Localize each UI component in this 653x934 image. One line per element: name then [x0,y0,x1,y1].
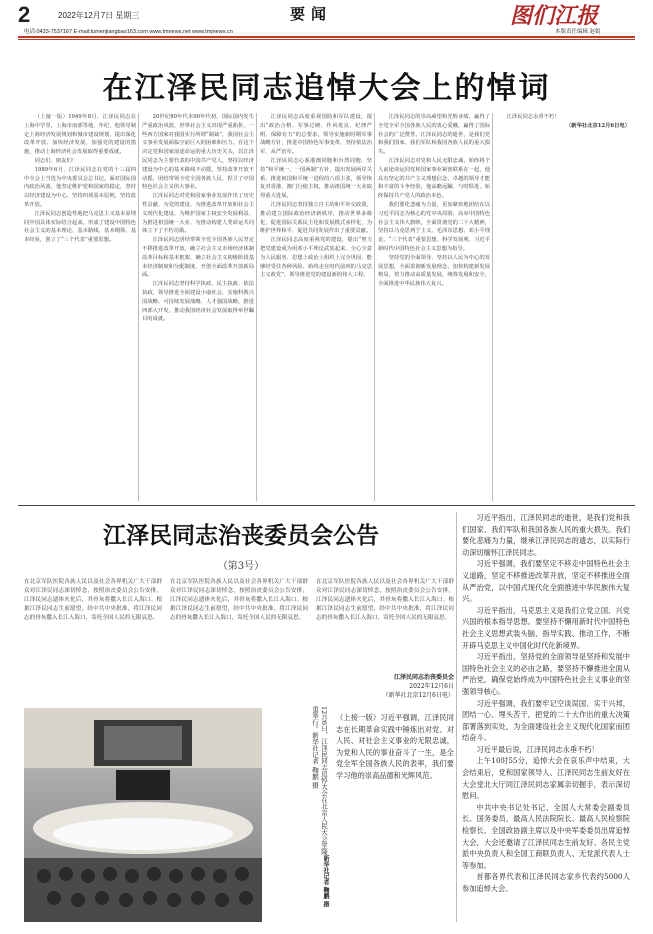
article-paragraph: 江泽民同志团结带领全党全国各族人民坚定不移推进改革开放，确立社会主义市场经济体制改革目标和基本框架，确立社会主义初级阶段基本经济制度和分配制度，开创全面改革开放新局面。 [142,237,254,279]
notice-text-col2: 在北京军队医院各族人民以及社会各界机关广大干部群众对江泽民同志深切悼念，按照治丧委员会公告安排，江泽民同志遗体火化后，其骨灰将撒入长江入海口。根据江泽民同志生前愿望，经中共中央批准，将江泽民同志的骨灰撒入长江入海口，寄托全国人民的无限哀思。 [170,579,308,621]
article-paragraph: 江泽民同志坚持科学执政、民主执政、依法执政，领导推进全面建设小康社会，实施科教兴国战略、可持续发展战略、人才强国战略，推进西部大开发，推动我国经济社会发展取得举世瞩目的成就。 [142,281,254,323]
side-article-paragraph: 习近平指出，江泽民同志的逝世，是我们党和我们国家、我们军队和我国各族人民的重大损失。我们要化悲痛为力量，继承江泽民同志的遗志，以实际行动深切缅怀江泽民同志。 [462,513,630,557]
article-column-1 [24,113,136,501]
article-paragraph: （上接一版）1949年8月，江泽民同志在上海中学里，上海市南部等地，年纪，他领导制定上海经济发展规划和城市建设规划，提出深化改革开放、加快经济发展，加强党的建设的措施，推动上海经济社会发展取得重要成就。 [24,114,136,156]
column-rule [492,113,493,501]
column-rule [138,113,139,501]
article-paragraph: 20世纪80年代末90年代初，国际国内发生严重政治风波，世界社会主义出现严重曲折，一些西方国家对我国实行所谓“制裁”，我国社会主义事业发展面临空前巨大的困难和压力。在这个决定党和国家前途命运的重大历史关头，以江泽民同志为主要代表的中国共产党人，坚持以经济建设为中心的基本路线不动摇，坚持改革开放不动摇，团结带领全党全国各族人民，捍卫了中国特色社会主义伟大事业。 [142,114,254,191]
side-article-paragraph: 习近平强调，我们要坚定不移走中国特色社会主义道路，坚定不移推进改革开放，坚定不移推进全面从严治党，以中国式现代化全面推进中华民族伟大复兴。 [462,559,630,604]
article-paragraph: 江泽民同志高度重视国防和军队建设，提出“政治合格、军事过硬、作风优良、纪律严明、保障有力”的总要求，领导实施新时期军事战略方针，推进中国特色军事变革，坚持依法治军、从严治军。 [260,114,372,156]
main-headline: 在江泽民同志追悼大会上的悼词 [102,71,551,106]
article-column-4 [378,113,490,501]
column-rule [374,113,375,501]
article-paragraph: 坚持党的全面领导、坚持以人民为中心的发展思想，全面贯彻新发展理念，加快构建新发展格局，着力推动高质量发展，统筹发展和安全，全面推进中华民族伟大复兴。 [378,254,490,288]
notice-issuer: 江泽民同志治丧委员会 [393,674,454,681]
column-rule [256,113,257,501]
article-paragraph: 江泽民同志对党和人民无限忠诚，始终将个人前途命运同党和国家事业紧密联系在一起，他具有坚定的共产主义理想信念、卓越的领导才能和丰富的斗争经验，他高瞻远瞩、与时俱进，始终保持共产党人的政治本色。 [378,157,490,200]
photo-credit: 新华社记者 鞠鹏 摄 [322,855,329,908]
section-divider [18,505,635,506]
side-article-paragraph: 上午10时55分，追悼大会在哀乐声中结束，大会结束后，党和国家领导人、江泽民同志生前友好在大会堂北大厅同江泽民同志家属亲切握手，表示深切慰问。 [462,756,630,801]
article-signoff: （新华社北京12月6日电） [565,122,630,129]
article-paragraph: 江泽民同志对党和国家事业发展作出了历史性贡献，为党的建设、为推进改革开放和社会主义现代化建设、为维护国家主权安全发展利益、为推进祖国统一大业、为推动构建人类命运共同体立下了不朽功勋。 [142,193,254,235]
article-column-2 [142,113,254,501]
article-paragraph: 同志们、朋友们！ [34,157,77,164]
notice-issue-date: 2022年12月6日 [409,683,454,690]
side-article-paragraph: 习近平强调，我们要牢记空谈误国、实干兴邦，团结一心、埋头苦干，把党的二十大作出的重大决策部署落到实处，为全面建设社会主义现代化国家而团结奋斗。 [462,698,630,743]
memorial-photo [24,708,262,922]
article-column-5 [496,113,630,501]
header-rule [18,36,635,38]
page-editor: 本版责任编辑 赵娟 [555,29,601,35]
notice-title: 江泽民同志治丧委员会公告 [103,522,379,549]
side-article-paragraph: 习近平最后说，江泽民同志永垂不朽！ [476,744,599,754]
notice-source: （新华社北京12月6日电） [382,692,454,699]
article-paragraph: 江泽民同志创造性地把马克思主义基本原理同中国具体实际结合起来，形成了建设中国特色社会主义的基本理论、基本路线、基本纲领、基本经验，创立了“三个代表”重要思想。 [24,210,136,244]
side-article-paragraph: 首都各界代表和江泽民同志家乡代表约5000人参加追悼大会。 [462,872,630,893]
masthead [0,0,653,44]
side-article-col1 [336,712,454,922]
contact-line: 电话:0433-7537167 E-mail:tumenjiangbao163.com www.tmnews.net www.tmjnews.cn [24,29,233,35]
side-article-paragraph: 习近平指出，马克思主义是我们立党立国、兴党兴国的根本指导思想。要坚持不懈用新时代中国特色社会主义思想武装头脑、指导实践、推动工作，不断开辟马克思主义中国化时代化新境界。 [462,605,630,650]
article-paragraph: 江泽民同志高度重视党的建设，提出“努力把党建设成为用邓小平理论武装起来、全心全意为人民服务、思想上政治上组织上完全巩固、能够经受住各种风险、始终走在时代前列的马克思主义政党”，领导推进党的建设新的伟大工程。 [260,237,372,279]
article-paragraph: 江泽民同志的崇高威望和光辉业绩，赢得了全党全军全国各族人民的衷心爱戴，赢得了国际社会的广泛赞誉。江泽民同志的逝世，是我们党和我们国家、我们军队和我国各族人民的重大损失。 [378,114,490,156]
article-paragraph: 江泽民同志永垂不朽！ [506,114,560,120]
side-article-col2 [462,512,630,922]
article-column-3 [260,113,372,501]
newspaper-logo [510,2,635,28]
notice-text-col3: 在北京军队医院各族人民以及社会各界机关广大干部群众对江泽民同志深切悼念，按照治丧委员会公告安排，江泽民同志遗体火化后，其骨灰将撒入长江入海口。根据江泽民同志生前愿望，经中共中央批准，将江泽民同志的骨灰撒入长江入海口，寄托全国人民的无限哀思。 [316,579,454,621]
photo-caption: 12月6日，江泽民同志追悼大会在北京人民大会堂隆重举行。新华社记者 鞠鹏 摄 [311,706,328,855]
issue-date: 2022年12月7日 星期三 [58,11,140,20]
side-article-paragraph: 习近平指出，坚持党的全面领导是坚持和发展中国特色社会主义的必由之路，要坚持不懈推进全面从严治党，确保党始终成为中国特色社会主义事业的坚强领导核心。 [462,652,630,696]
article-paragraph: 1989年6月，江泽民同志在党的十三届四中全会上当选为中央委员会总书记。面对国际国内政治风波，他坚定维护党和国家的稳定，坚持以经济建设为中心，坚持四项基本原则，坚持改革开放。 [24,166,136,208]
article-paragraph: 我们要化悲痛为力量，更加紧密地团结在以习近平同志为核心的党中央周围，高举中国特色社会主义伟大旗帜，全面贯彻党的二十大精神，坚持以马克思列宁主义、毛泽东思想、邓小平理论、“三个代表”重要思想、科学发展观、习近平新时代中国特色社会主义思想为指导。 [378,201,490,252]
header-rule-thin [18,39,635,40]
article-paragraph: 江泽民同志坚持独立自主的和平外交政策，推动建立国际政治经济新秩序，推动世界多极化，促进国际关系民主化和发展模式多样化，为维护世界和平、促进共同发展作出了重要贡献。 [260,201,372,235]
logo-text: 图们江报 [510,3,599,28]
page-number: 2 [18,2,31,27]
notice-number: （第3号） [217,561,265,572]
notice-text-col1: 在北京军队医院各族人民以及社会各界机关广大干部群众对江泽民同志深切悼念，按照治丧委员会公告安排，江泽民同志遗体火化后，其骨灰将撒入长江入海口。根据江泽民同志生前愿望，经中共中央批准，将江泽民同志的骨灰撒入长江入海口，寄托全国人民的无限哀思。 [24,579,162,621]
column-divider [456,512,457,922]
section-title: 要闻 [290,5,333,23]
side-article-intro: （上接一版）习近平强调，江泽民同志在长期革命实践中锤炼出对党、对人民、对社会主义事业的无限忠诚，为党和人民的事业奋斗了一生，是全党全军全国各族人民的表率，我们要学习他的崇高品德和光辉风范。 [336,713,454,780]
article-paragraph: 江泽民同志心系港澳同胞和台湾同胞，坚持“和平统一、一国两制”方针，提出发展两岸关系、推进祖国和平统一进程的八项主张，领导恢复对香港、澳门行使主权，推动祖国统一大业取得重大进展。 [260,157,372,200]
side-article-paragraph: 中共中央书记处书记、全国人大常委会副委员长、国务委员、最高人民法院院长、最高人民检察院检察长、全国政协副主席以及中央军委委员出席追悼大会，大会还邀请了江泽民同志生前友好、各民主党派中央负责人和全国工商联负责人、无党派代表人士等参加。 [462,802,630,870]
